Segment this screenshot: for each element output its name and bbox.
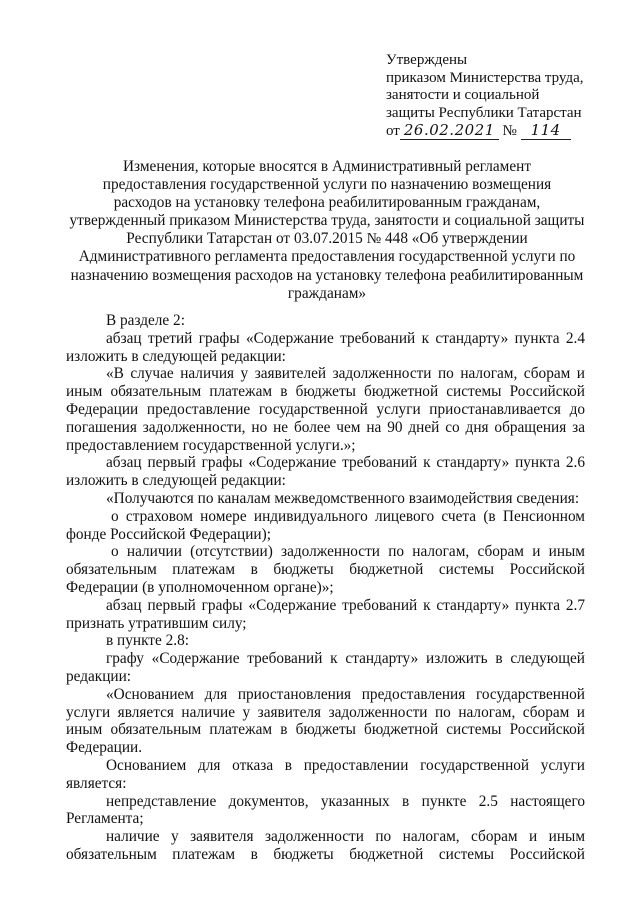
handwritten-date: 26.02.2021	[400, 121, 499, 140]
paragraph: «Получаются по каналам межведомственного взаимодействия сведения:	[106, 489, 580, 507]
paragraph: «В случае наличия у заявителей задолженности по налогам, сборам и иным обязательным платежам в бюджеты бюджетной системы Российской Федерации предоставление государственной услуги приостанавливается до погашения задолженности, но не более чем на 90 дней со дня обращения за предоставлением государственной услуги.»;	[66, 365, 585, 454]
paragraph: о страховом номере индивидуального лицевого счета (в Пенсионном фонде Российской Федерации);	[66, 507, 585, 543]
document-body	[66, 312, 585, 864]
paragraph: о наличии (отсутствии) задолженности по налогам, сборам и иным обязательным платежам в бюджеты бюджетной системы Российской Федерации (в уполномоченном органе)»;	[66, 543, 585, 596]
approval-block	[386, 52, 606, 141]
paragraph: наличие у заявителя задолженности по налогам, сборам и иным обязательным платежам в бюджеты бюджетной системы Российской	[66, 828, 585, 863]
title-line: предоставления государственной услуги по назначению возмещения	[102, 176, 552, 194]
title-line: утвержденный приказом Министерства труда, занятости и социальной защиты	[69, 212, 585, 230]
approval-line: Утверждены	[386, 52, 468, 68]
number-prefix: №	[502, 123, 517, 140]
approval-line: приказом Министерства труда,	[386, 69, 584, 86]
approval-date-line	[386, 122, 606, 141]
paragraph: непредставление документов, указанных в пункте 2.5 настоящего Регламента;	[66, 792, 585, 828]
title-line: Республики Татарстан от 03.07.2015 № 448 «Об утверждении	[126, 230, 528, 248]
title-line: Изменения, которые вносятся в Административный регламент	[122, 158, 532, 175]
title-line: Административного регламента предоставления государственной услуги по	[78, 248, 576, 266]
paragraph: В разделе 2:	[106, 312, 185, 329]
paragraph: абзац третий графы «Содержание требований к стандарту» пункта 2.4 изложить в следующей редакции:	[66, 329, 585, 365]
title-line: назначению возмещения расходов на установку телефона реабилитированным	[70, 266, 584, 284]
approval-line: занятости и социальной	[386, 87, 540, 104]
paragraph: графу «Содержание требований к стандарту» изложить в следующей редакции:	[66, 650, 585, 685]
paragraph: Основанием для отказа в предоставлении государственной услуги является:	[66, 756, 585, 792]
approval-line: защиты Республики Татарстан	[386, 104, 582, 121]
handwritten-number: 114	[521, 121, 571, 140]
title-line: гражданам»	[287, 284, 367, 302]
date-prefix: от	[386, 123, 400, 140]
paragraph: «Основанием для приостановления предоставления государственной услуги является наличие у заявителя задолженности по налогам, сборам и иным обязательным платежам в бюджеты бюджетной системы Российской Федерации.	[66, 685, 585, 757]
document-title	[62, 158, 592, 303]
paragraph: в пункте 2.8:	[106, 632, 189, 650]
paragraph: абзац первый графы «Содержание требований к стандарту» пункта 2.6 изложить в следующей редакции:	[66, 454, 585, 490]
paragraph: абзац первый графы «Содержание требований к стандарту» пункта 2.7 признать утратившим силу;	[66, 596, 585, 632]
title-line: расходов на установку телефона реабилитированным гражданам,	[113, 194, 541, 212]
